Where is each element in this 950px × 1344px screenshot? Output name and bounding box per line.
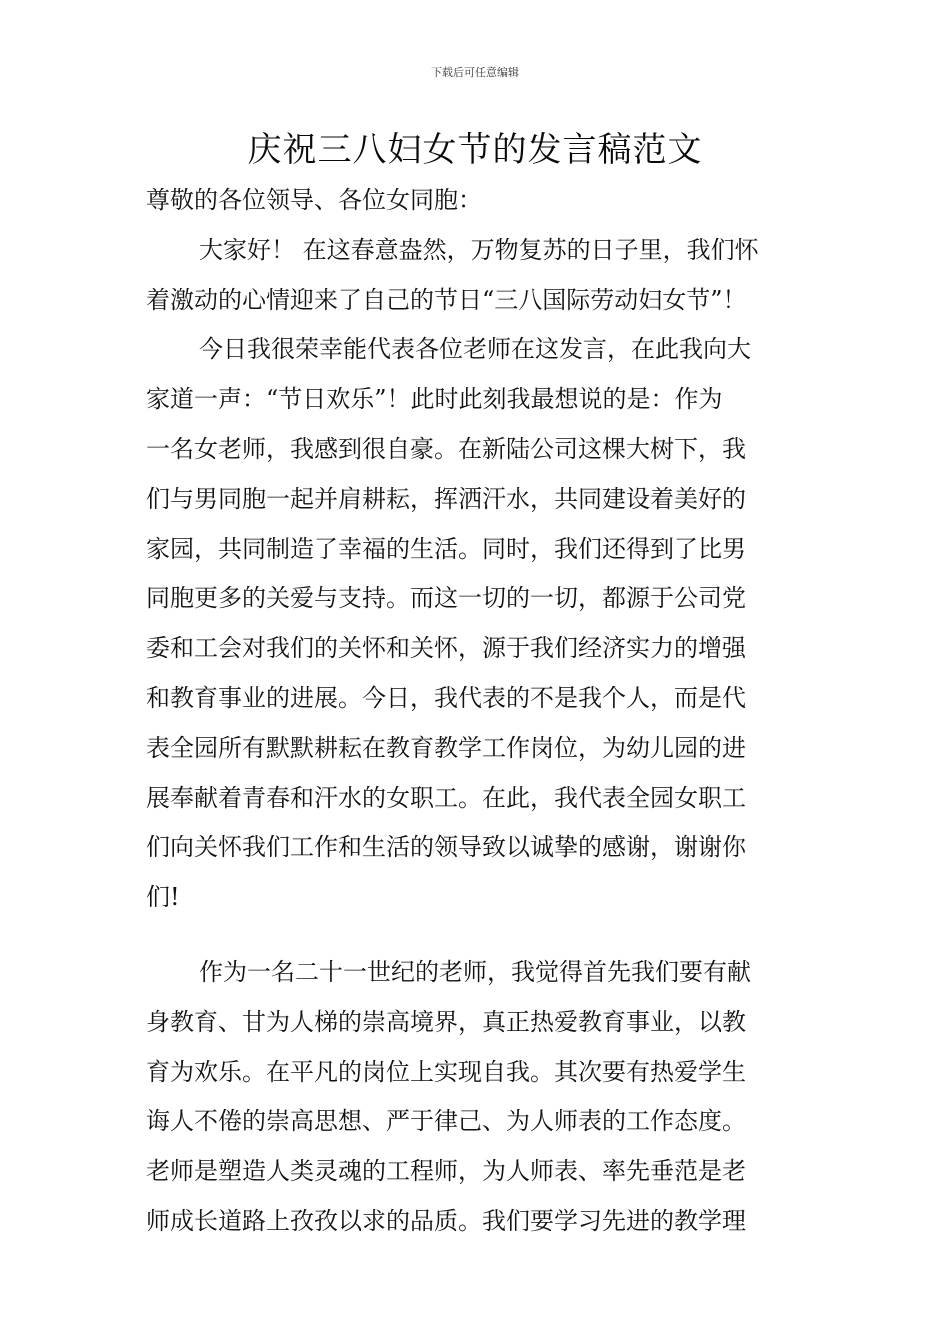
- paragraph-3: [146, 948, 810, 1247]
- text-line: 诲人不倦的崇高思想、严于律己、为人师表的工作态度。: [146, 1107, 746, 1136]
- salutation: 尊敬的各位领导、各位女同胞：: [146, 186, 482, 214]
- text-line: 家道一声：“节日欢乐”！此时此刻我最想说的是：作为: [146, 385, 723, 414]
- text-line: 一名女老师，我感到很自豪。在新陆公司这棵大树下，我: [146, 434, 746, 463]
- text-line: 表全园所有默默耕耘在教育教学工作岗位，为幼儿园的进: [146, 733, 746, 762]
- text-line: 老师是塑造人类灵魂的工程师，为人师表、率先垂范是老: [146, 1157, 746, 1186]
- paragraph-1: [146, 226, 810, 326]
- text-line: 着激动的心情迎来了自己的节日“三八国际劳动妇女节”！: [146, 285, 747, 314]
- text-line: 师成长道路上孜孜以求的品质。我们要学习先进的教学理: [146, 1206, 746, 1235]
- text-line: 身教育、甘为人梯的崇高境界，真正热爱教育事业，以教: [146, 1007, 746, 1036]
- text-line: 和教育事业的进展。今日，我代表的不是我个人，而是代: [146, 683, 746, 712]
- paragraph-2: [146, 325, 810, 923]
- text-line: 展奉献着青春和汗水的女职工。在此，我代表全园女职工: [146, 783, 746, 812]
- text-line: 们向关怀我们工作和生活的领导致以诚挚的感谢，谢谢你: [146, 833, 746, 862]
- text-line: 委和工会对我们的关怀和关怀，源于我们经济实力的增强: [146, 634, 746, 663]
- document-title: 庆祝三八妇女节的发言稿范文: [247, 130, 703, 170]
- text-line: 们!: [146, 883, 180, 912]
- text-line: 大家好！ 在这春意盎然，万物复苏的日子里，我们怀: [199, 235, 759, 264]
- text-line: 今日我很荣幸能代表各位老师在这发言，在此我向大: [199, 335, 751, 364]
- header-note: 下载后可任意编辑: [431, 66, 519, 79]
- text-line: 们与男同胞一起并肩耕耘，挥洒汗水，共同建设着美好的: [146, 484, 746, 513]
- paragraph-gap: [146, 923, 810, 948]
- text-line: 家园，共同制造了幸福的生活。同时，我们还得到了比男: [146, 534, 746, 563]
- text-line: 育为欢乐。在平凡的岗位上实现自我。其次要有热爱学生: [146, 1057, 746, 1086]
- text-line: 同胞更多的关爱与支持。而这一切的一切，都源于公司党: [146, 584, 746, 613]
- document-body: [146, 176, 810, 1247]
- text-line: 作为一名二十一世纪的老师，我觉得首先我们要有献: [199, 957, 751, 986]
